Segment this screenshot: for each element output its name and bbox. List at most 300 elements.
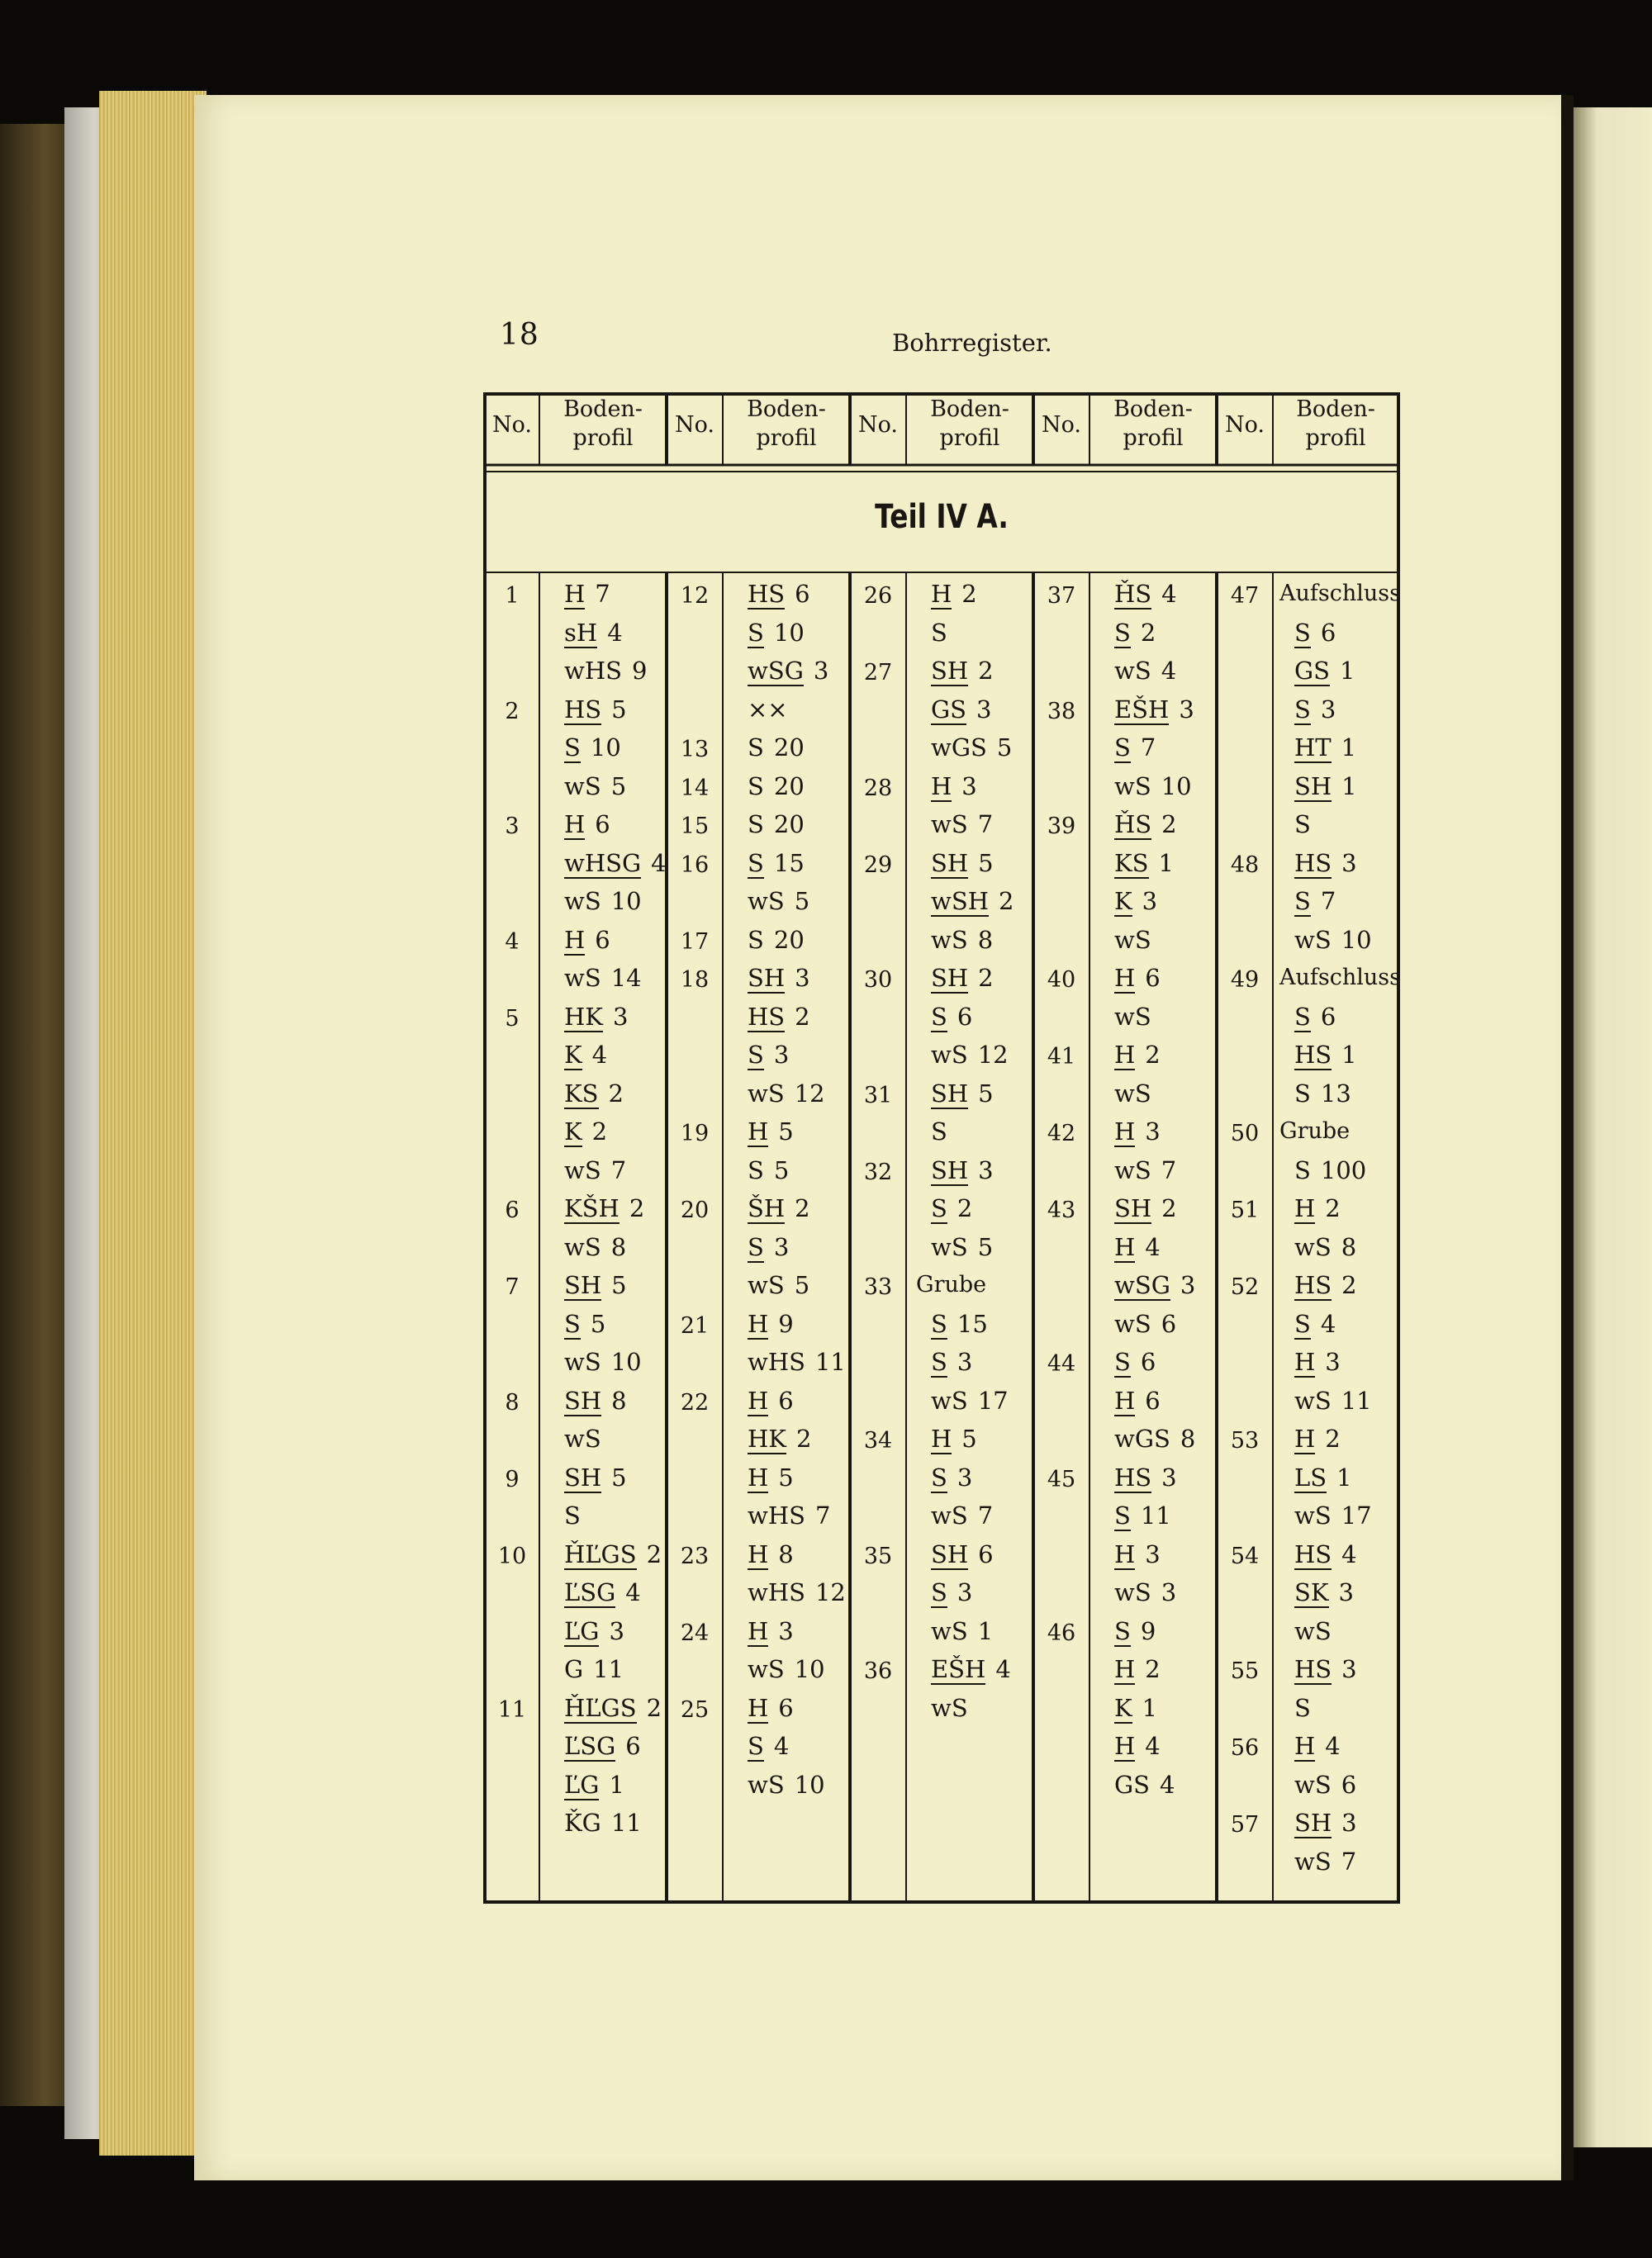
profile-layer: [748, 888, 809, 914]
profile-layer: [748, 1733, 789, 1762]
profile-layer: [1114, 1041, 1161, 1070]
profile-layer: [931, 1541, 994, 1570]
profile-layer: [564, 888, 642, 914]
layer-code: SH: [931, 1539, 969, 1568]
profile-layer: [931, 1695, 968, 1721]
header-profile-line2: profil: [572, 425, 634, 451]
profile-layer: [564, 1810, 642, 1836]
layer-thickness: 4: [607, 618, 623, 647]
layer-code: ĽSG: [564, 1578, 616, 1606]
profile-layer: [1114, 1772, 1175, 1798]
layer-thickness: 3: [1320, 695, 1336, 723]
layer-code: HS: [748, 580, 786, 608]
profile-layer: [1294, 734, 1356, 763]
profile-layer: [1294, 1234, 1356, 1260]
profile-layer: [564, 1234, 626, 1260]
header-no-1: No.: [492, 412, 532, 438]
layer-code: S: [1294, 1693, 1311, 1722]
boring-number: 28: [863, 775, 893, 801]
layer-code: wS: [931, 1693, 968, 1722]
layer-thickness: 2: [1145, 1041, 1161, 1069]
layer-thickness: 7: [1341, 1847, 1357, 1876]
profile-layer: [1294, 1772, 1356, 1798]
layer-thickness: 9: [778, 1309, 794, 1338]
layer-code: SH: [931, 964, 969, 992]
facing-page-edge: [1574, 107, 1652, 2147]
layer-thickness: 10: [1161, 771, 1192, 800]
profile-layer: [1294, 850, 1357, 879]
layer-thickness: 10: [590, 733, 621, 761]
layer-thickness: 2: [1161, 1194, 1177, 1222]
boring-number: 49: [1230, 967, 1260, 993]
layer-thickness: 17: [1341, 1501, 1372, 1530]
boring-number: 3: [505, 814, 520, 839]
profile-layer: [564, 850, 667, 879]
profile-layer: [1294, 696, 1336, 725]
boring-number: 22: [680, 1389, 710, 1416]
layer-code: sH: [564, 618, 598, 647]
layer-code: H: [748, 1386, 769, 1415]
profile-layer: [1114, 1311, 1176, 1337]
layer-code: wS: [564, 964, 601, 992]
profile-layer: [748, 1388, 794, 1416]
profile-layer: [564, 1502, 581, 1529]
layer-thickness: 7: [977, 1501, 994, 1530]
layer-code: SH: [931, 1079, 969, 1108]
layer-thickness: 3: [813, 657, 829, 685]
layer-code: H: [1114, 964, 1136, 992]
layer-code: SH: [1294, 1809, 1332, 1837]
profile-layer: [1294, 1388, 1372, 1414]
layer-code: H: [931, 580, 952, 608]
profile-layer: [564, 696, 627, 725]
profile-layer: [931, 850, 994, 879]
layer-code: H: [1114, 1539, 1136, 1568]
profile-layer: [564, 1695, 662, 1724]
header-profile-line1: Boden-: [1113, 396, 1193, 422]
layer-code: S: [748, 925, 764, 954]
profile-layer: [564, 734, 621, 763]
header-profile-line2: profil: [1123, 425, 1184, 451]
profile-layer: [1114, 1618, 1156, 1647]
layer-code: wHS: [564, 657, 622, 685]
layer-code: ĽG: [564, 1770, 600, 1799]
profile-layer: [1114, 1157, 1176, 1184]
layer-thickness: 10: [794, 1770, 825, 1799]
profile-layer: [1294, 1425, 1341, 1454]
layer-thickness: 9: [631, 657, 648, 685]
layer-code: H: [1114, 1655, 1136, 1683]
layer-code: wHS: [748, 1348, 805, 1376]
layer-thickness: 6: [1145, 964, 1161, 992]
layer-code: HS: [1294, 848, 1332, 877]
layer-thickness: 10: [794, 1655, 825, 1683]
layer-thickness: 3: [1325, 1348, 1341, 1376]
boring-number: 26: [863, 583, 893, 609]
layer-thickness: 14: [610, 964, 642, 992]
layer-thickness: 5: [978, 1079, 994, 1108]
layer-code: S: [931, 1309, 947, 1338]
layer-code: wHS: [748, 1578, 805, 1606]
profile-layer: [1114, 1080, 1151, 1107]
profile-layer: [1114, 927, 1151, 953]
layer-code: HS: [1294, 1655, 1332, 1683]
boring-number: 50: [1230, 1121, 1260, 1146]
layer-thickness: 2: [1140, 618, 1156, 647]
boring-number: 32: [863, 1159, 893, 1185]
layer-code: wS: [1294, 1386, 1332, 1415]
header-profile-line1: Boden-: [747, 396, 826, 422]
boring-number: 45: [1047, 1466, 1076, 1492]
layer-code: SK: [1294, 1578, 1329, 1606]
profile-layer: [1294, 1848, 1356, 1875]
layer-code: H: [1114, 1041, 1136, 1069]
layer-code: wS: [1114, 1578, 1151, 1606]
boring-number: 34: [863, 1428, 893, 1454]
profile-layer: [931, 1502, 993, 1529]
profile-layer: [564, 1195, 644, 1224]
profile-layer: [931, 965, 994, 994]
boring-number: 6: [505, 1198, 520, 1223]
layer-code: wHSG: [564, 848, 642, 877]
profile-layer: [931, 1157, 994, 1186]
boring-number: 13: [680, 737, 710, 762]
layer-thickness: 2: [1325, 1194, 1341, 1222]
layer-code: Grube: [916, 1272, 987, 1297]
layer-thickness: 2: [998, 887, 1014, 915]
profile-layer: [564, 1003, 628, 1032]
header-profile-2: [723, 395, 850, 453]
layer-code: SH: [564, 1463, 602, 1492]
layer-thickness: 5: [773, 1155, 790, 1184]
layer-code: S: [1294, 887, 1311, 915]
profile-layer: [931, 888, 1014, 917]
profile-layer: [564, 1579, 641, 1608]
profile-layer: [564, 927, 610, 956]
layer-code: wS: [1294, 1501, 1332, 1530]
layer-thickness: 11: [1341, 1386, 1372, 1415]
layer-code: SH: [748, 964, 786, 992]
layer-code: ĽG: [564, 1616, 600, 1645]
layer-code: S: [931, 1463, 947, 1492]
layer-code: H: [1114, 1232, 1136, 1261]
layer-code: K: [564, 1117, 582, 1146]
layer-code: S: [1294, 1079, 1311, 1108]
profile-layer: [931, 1311, 988, 1340]
layer-thickness: 11: [1140, 1501, 1171, 1530]
profile-layer: [1294, 1810, 1357, 1838]
boring-number: 42: [1047, 1121, 1076, 1146]
layer-code: wS: [748, 1770, 785, 1799]
boring-number: 44: [1047, 1351, 1076, 1377]
header-no-5: No.: [1225, 412, 1265, 438]
profile-layer: [1114, 1579, 1176, 1606]
profile-layer: [1294, 1618, 1332, 1644]
profile-layer: [1294, 619, 1336, 648]
layer-code: wS: [931, 1616, 968, 1645]
profile-layer: [931, 1195, 972, 1224]
layer-code: S: [748, 1041, 764, 1069]
layer-thickness: 2: [608, 1079, 624, 1108]
profile-layer: [931, 811, 993, 837]
layer-code: wS: [564, 887, 601, 915]
layer-code: S: [1294, 1002, 1311, 1031]
layer-thickness: 2: [1341, 1271, 1357, 1299]
layer-code: S: [931, 1002, 947, 1031]
profile-layer: [564, 619, 623, 648]
layer-thickness: 10: [773, 618, 805, 647]
layer-thickness: 6: [625, 1732, 641, 1760]
layer-code: H: [931, 771, 952, 800]
layer-code: SH: [931, 657, 969, 685]
layer-thickness: 3: [1179, 695, 1194, 723]
profile-layer: [564, 581, 610, 610]
profile-layer: [1294, 1579, 1354, 1608]
boring-number: 43: [1047, 1198, 1076, 1223]
layer-thickness: 7: [595, 580, 610, 608]
layer-thickness: 4: [591, 1041, 608, 1069]
layer-code: S: [1114, 1616, 1131, 1645]
boring-number: 11: [497, 1696, 527, 1723]
layer-code: H: [748, 1117, 769, 1146]
profile-layer: [931, 1656, 1011, 1685]
layer-code: SH: [931, 1155, 969, 1184]
layer-thickness: 1: [1341, 1041, 1357, 1069]
boring-number: 25: [680, 1696, 710, 1723]
layer-code: H: [931, 1425, 952, 1453]
layer-thickness: 3: [612, 1002, 629, 1031]
layer-thickness: 3: [773, 1041, 790, 1069]
profile-layer: [1294, 1695, 1311, 1721]
layer-code: G: [564, 1655, 584, 1683]
layer-thickness: 3: [1161, 1578, 1177, 1606]
boring-number: 2: [505, 698, 520, 724]
profile-layer: [748, 811, 805, 837]
profile-layer: [931, 1425, 977, 1454]
profile-layer: [748, 619, 805, 648]
profile-layer: [564, 1772, 624, 1800]
layer-thickness: 4: [1145, 1732, 1161, 1760]
layer-thickness: 4: [1160, 1770, 1175, 1799]
layer-thickness: 4: [1161, 657, 1177, 685]
page-number: 18: [500, 318, 539, 352]
profile-layer: [1114, 1234, 1161, 1263]
profile-layer: [931, 734, 1012, 761]
boring-number: 35: [863, 1543, 893, 1569]
layer-code: HS: [1294, 1041, 1332, 1069]
profile-layer: [1294, 1003, 1336, 1032]
layer-code: wS: [931, 1232, 968, 1261]
layer-code: wS: [748, 1655, 785, 1683]
layer-thickness: 4: [1161, 580, 1177, 608]
layer-code: wS: [1114, 771, 1151, 800]
layer-thickness: 12: [814, 1578, 846, 1606]
layer-thickness: 4: [625, 1578, 641, 1606]
layer-thickness: 11: [814, 1348, 846, 1376]
layer-code: S: [1294, 1309, 1311, 1338]
profile-layer: [748, 1579, 846, 1606]
layer-code: wS: [564, 1425, 601, 1453]
profile-layer: [748, 696, 788, 723]
profile-layer: [748, 1003, 810, 1032]
layer-code: HS: [1294, 1539, 1332, 1568]
profile-layer: [748, 581, 810, 610]
profile-layer: [931, 1041, 1009, 1068]
layer-thickness: 6: [1320, 1002, 1336, 1031]
profile-layer: [564, 1388, 627, 1416]
layer-code: S: [931, 1348, 947, 1376]
layer-code: S: [748, 1732, 764, 1760]
layer-thickness: 3: [795, 964, 810, 992]
boring-number: 52: [1230, 1274, 1260, 1300]
book-edge-left: [0, 124, 74, 2106]
layer-thickness: 1: [1336, 1463, 1352, 1492]
layer-thickness: 7: [1320, 887, 1336, 915]
layer-code: S: [931, 1194, 947, 1222]
layer-code: ǨG: [564, 1809, 601, 1837]
layer-code: HK: [564, 1002, 603, 1031]
header-profile-line1: Boden-: [563, 396, 643, 422]
layer-code: wS: [931, 925, 968, 954]
boring-number: 55: [1230, 1658, 1260, 1684]
layer-code: wHS: [748, 1501, 805, 1530]
layer-code: EŠH: [931, 1655, 986, 1683]
layer-thickness: 6: [1140, 1348, 1156, 1376]
boring-number: 23: [680, 1543, 710, 1569]
layer-code: S: [931, 1117, 947, 1146]
layer-code: wS: [564, 1348, 601, 1376]
layer-thickness: 7: [814, 1501, 831, 1530]
layer-thickness: 20: [773, 733, 805, 761]
layer-thickness: 2: [1145, 1655, 1161, 1683]
layer-code: H: [748, 1693, 769, 1722]
boring-number: 7: [505, 1274, 520, 1300]
profile-layer: [564, 773, 626, 799]
profile-layer: [564, 1349, 642, 1375]
layer-thickness: 12: [977, 1041, 1009, 1069]
profile-layer: [564, 1080, 624, 1109]
layer-code: wSH: [931, 887, 989, 915]
boring-number: 29: [863, 851, 893, 878]
profile-layer: [931, 927, 993, 953]
layer-code: K: [1114, 1693, 1132, 1722]
profile-layer: [748, 1118, 794, 1147]
layer-thickness: 20: [773, 925, 805, 954]
layer-code: S: [564, 733, 581, 761]
layer-code: Aufschluss: [1279, 581, 1401, 606]
layer-code: ȞS: [1114, 580, 1152, 608]
boring-number: 40: [1047, 967, 1076, 993]
layer-code: wS: [1294, 925, 1332, 954]
layer-thickness: 1: [977, 1616, 994, 1645]
layer-code: S: [931, 618, 947, 647]
layer-code: K: [1114, 887, 1132, 915]
layer-code: wS: [1114, 1155, 1151, 1184]
layer-thickness: 3: [1341, 848, 1357, 877]
layer-code: H: [1114, 1386, 1136, 1415]
layer-thickness: 8: [1180, 1425, 1196, 1453]
layer-code: wS: [564, 771, 601, 800]
layer-thickness: 3: [773, 1232, 790, 1261]
boring-number: 16: [680, 851, 710, 878]
profile-layer: [564, 1733, 641, 1762]
layer-thickness: 1: [1341, 771, 1357, 800]
layer-code: wGS: [1114, 1425, 1170, 1453]
layer-code: S: [748, 848, 764, 877]
profile-layer: [1294, 1733, 1341, 1762]
profile-layer: [1114, 1003, 1151, 1030]
profile-layer: [748, 1425, 811, 1454]
layer-thickness: 2: [591, 1117, 608, 1146]
layer-code: wSG: [1114, 1271, 1170, 1299]
profile-note: [1279, 965, 1401, 991]
profile-layer: [1294, 1195, 1341, 1224]
profile-layer: [1294, 1272, 1357, 1301]
layer-code: wS: [748, 1271, 785, 1299]
layer-code: wS: [1114, 1079, 1151, 1108]
profile-layer: [931, 581, 977, 610]
profile-layer: [564, 965, 642, 991]
layer-thickness: 8: [611, 1386, 627, 1415]
profile-layer: [1114, 1388, 1161, 1416]
profile-layer: [748, 1695, 794, 1724]
boring-number: 54: [1230, 1543, 1260, 1569]
boring-number: 20: [680, 1198, 710, 1223]
profile-layer: [564, 1041, 607, 1070]
boring-number: 14: [680, 775, 710, 801]
profile-layer: [564, 811, 610, 840]
layer-code: Aufschluss: [1279, 965, 1401, 990]
bohrregister-table: [483, 392, 1400, 1904]
layer-code: HS: [1114, 1463, 1152, 1492]
profile-layer: [748, 773, 805, 799]
profile-layer: [564, 1118, 607, 1147]
boring-number: 27: [863, 660, 893, 685]
profile-layer: [1114, 581, 1177, 610]
layer-thickness: 6: [595, 810, 610, 838]
layer-code: S: [748, 1155, 764, 1184]
profile-layer: [1114, 1349, 1156, 1378]
boring-number: 15: [680, 814, 710, 839]
layer-code: S: [748, 733, 764, 761]
layer-thickness: 2: [1161, 810, 1177, 838]
layer-code: HS: [564, 695, 602, 723]
layer-code: H: [1294, 1732, 1316, 1760]
layer-code: wS: [564, 1155, 601, 1184]
profile-layer: [748, 1157, 789, 1184]
profile-layer: [1114, 1733, 1161, 1762]
layer-thickness: 15: [773, 848, 805, 877]
profile-layer: [1294, 1157, 1366, 1184]
layer-code: wS: [931, 1041, 968, 1069]
layer-code: wS: [748, 1079, 785, 1108]
layer-code: ȞS: [1114, 810, 1152, 838]
layer-code: S: [564, 1309, 581, 1338]
header-profile-line1: Boden-: [930, 396, 1009, 422]
layer-code: wS: [1114, 1309, 1151, 1338]
profile-layer: [1294, 888, 1336, 917]
boring-number: 10: [497, 1543, 527, 1569]
layer-thickness: 5: [590, 1309, 606, 1338]
profile-note: [916, 1272, 986, 1298]
profile-layer: [564, 1464, 627, 1493]
layer-thickness: 4: [1325, 1732, 1341, 1760]
layer-code: S: [1294, 810, 1311, 838]
layer-code: KS: [564, 1079, 599, 1108]
layer-code: ȞĽGS: [564, 1539, 637, 1568]
layer-code: ŠH: [748, 1194, 786, 1222]
layer-code: S: [748, 618, 764, 647]
